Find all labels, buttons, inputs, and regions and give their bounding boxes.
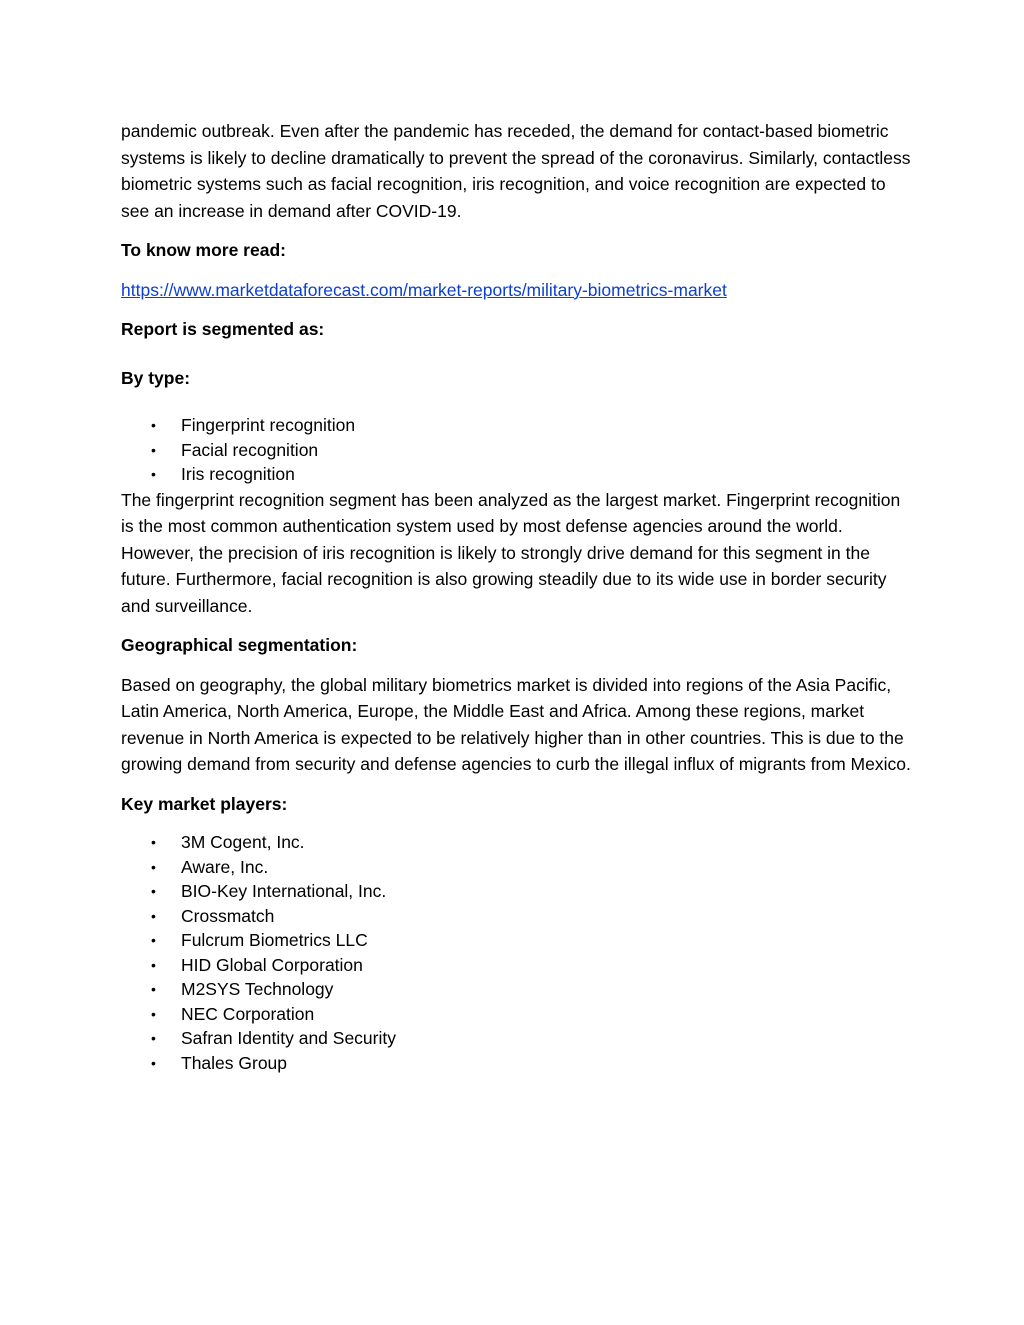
list-item bbox=[121, 413, 911, 438]
bullet-icon: • bbox=[151, 466, 156, 482]
bullet-icon: • bbox=[151, 417, 156, 433]
bullet-icon: • bbox=[151, 1030, 156, 1046]
player-label: NEC Corporation bbox=[181, 1003, 315, 1024]
geo-paragraph: Based on geography, the global military biometrics market is divided into regions of the Asia Pacific, Latin America, North America, Europe, the Middle East and Africa. Among these regions, market revenue in North America is expected to be relatively higher than in other countries. This is due to the growing demand from security and defense agencies to curb the illegal influx of migrants from Mexico. bbox=[121, 674, 911, 774]
bullet-icon: • bbox=[151, 981, 156, 997]
list-item bbox=[121, 1051, 911, 1076]
list-item bbox=[121, 977, 911, 1002]
bullet-icon: • bbox=[151, 1005, 156, 1022]
report-link[interactable]: https://www.marketdataforecast.com/market-reports/military-biometrics-market bbox=[121, 279, 727, 300]
player-label: Thales Group bbox=[181, 1052, 288, 1073]
bullet-icon: • bbox=[151, 858, 156, 875]
type-item-label: Iris recognition bbox=[181, 464, 295, 484]
list-item bbox=[121, 1026, 911, 1051]
type-item-label: Facial recognition bbox=[181, 439, 319, 460]
player-label: 3M Cogent, Inc. bbox=[181, 832, 305, 852]
list-item bbox=[121, 953, 911, 978]
type-paragraph: The fingerprint recognition segment has been analyzed as the largest market. Fingerprint recognition is the most common authentication system used by most defense agencies around the world. However, the precision of iris recognition is likely to strongly drive demand for this segment in the future. Furthermore, facial recognition is also growing steadily due to its wide use in border security and surveillance. bbox=[121, 489, 901, 616]
player-label: Aware, Inc. bbox=[181, 856, 269, 877]
player-label: M2SYS Technology bbox=[181, 979, 334, 999]
player-label: Safran Identity and Security bbox=[181, 1028, 396, 1048]
read-more-heading: To know more read: bbox=[121, 240, 286, 260]
list-item bbox=[121, 855, 911, 880]
bullet-icon: • bbox=[151, 883, 156, 899]
bullet-icon: • bbox=[151, 956, 156, 973]
bullet-icon: • bbox=[151, 441, 156, 458]
list-item bbox=[121, 462, 911, 487]
intro-paragraph: pandemic outbreak. Even after the pandemic has receded, the demand for contact-based biometric systems is likely to decline dramatically to prevent the spread of the coronavirus. Similarly, contactless biometric systems such as facial recognition, iris recognition, and voice recognition are expected to see an increase in demand after COVID-19. bbox=[121, 121, 911, 221]
list-item bbox=[121, 1002, 911, 1027]
bullet-icon: • bbox=[151, 932, 156, 948]
player-label: BIO-Key International, Inc. bbox=[181, 881, 387, 901]
type-list bbox=[121, 413, 911, 487]
list-item bbox=[121, 438, 911, 463]
players-heading: Key market players: bbox=[121, 793, 288, 814]
players-list bbox=[121, 830, 911, 1075]
bullet-icon: • bbox=[151, 907, 156, 924]
player-label: Crossmatch bbox=[181, 905, 275, 926]
read-more-link-line bbox=[121, 277, 911, 304]
segmented-heading: Report is segmented as: bbox=[121, 319, 325, 339]
document-page bbox=[121, 118, 911, 1075]
geo-heading: Geographical segmentation: bbox=[121, 635, 358, 655]
list-item bbox=[121, 830, 911, 855]
bullet-icon: • bbox=[151, 1054, 156, 1071]
list-item bbox=[121, 879, 911, 904]
player-label: HID Global Corporation bbox=[181, 954, 363, 975]
bullet-icon: • bbox=[151, 834, 156, 850]
by-type-heading: By type: bbox=[121, 367, 191, 388]
player-label: Fulcrum Biometrics LLC bbox=[181, 930, 368, 950]
list-item bbox=[121, 928, 911, 953]
list-item bbox=[121, 904, 911, 929]
type-item-label: Fingerprint recognition bbox=[181, 415, 356, 435]
